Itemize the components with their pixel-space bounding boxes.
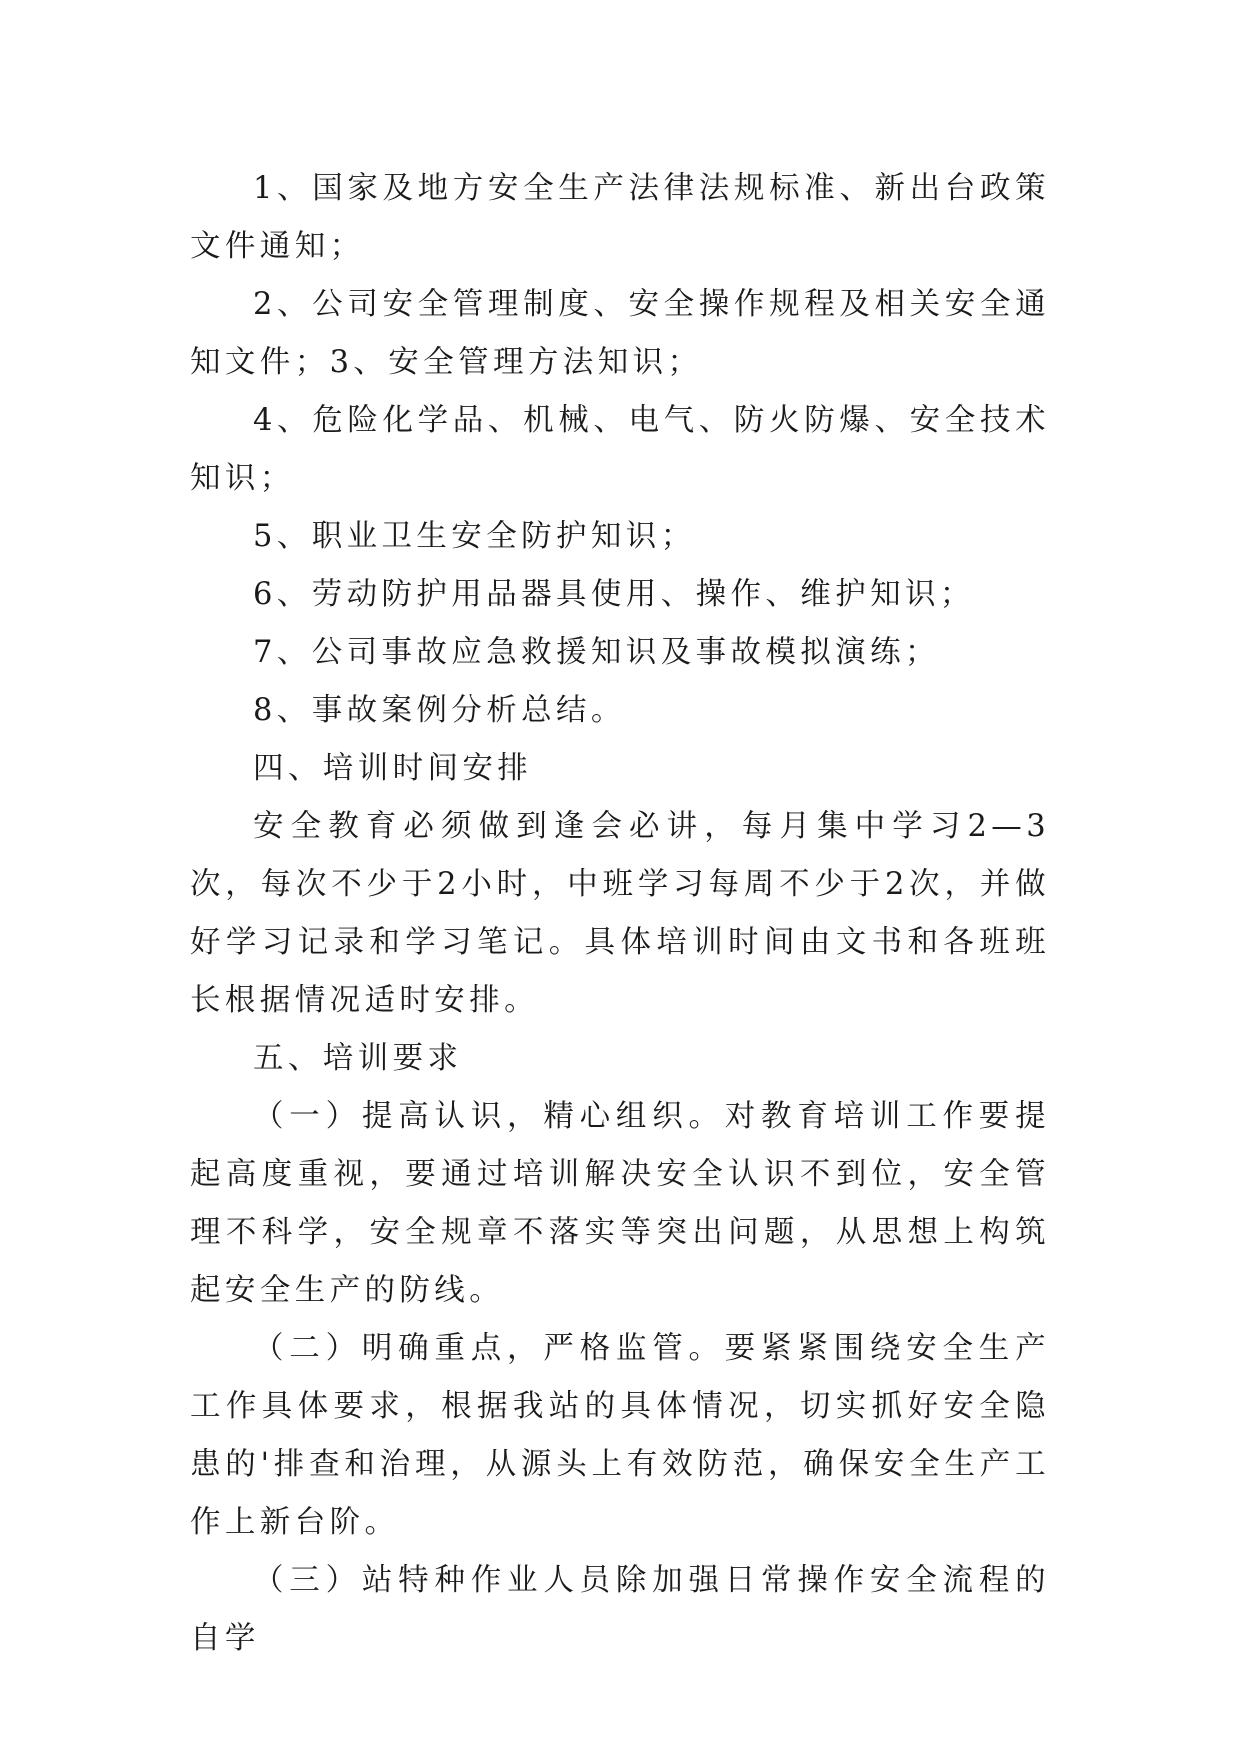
requirement-paragraph-2: （二）明确重点，严格监管。要紧紧围绕安全生产工作具体要求，根据我站的具体情况，切实抓好安全隐患的'排查和治理，从源头上有效防范，确保安全生产工作上新台阶。	[190, 1331, 1050, 1540]
list-item-2-3: 2、公司安全管理制度、安全操作规程及相关安全通知文件；3、安全管理方法知识；	[190, 287, 1050, 380]
list-item-7: 7、公司事故应急救援知识及事故模拟演练；	[253, 635, 940, 670]
list-item-6: 6、劳动防护用品器具使用、操作、维护知识；	[253, 577, 975, 612]
schedule-paragraph: 安全教育必须做到逢会必讲，每月集中学习2—3次，每次不少于2小时，中班学习每周不少于2次，并做好学习记录和学习笔记。具体培训时间由文书和各班班长根据情况适时安排。	[190, 809, 1050, 1018]
list-item-5: 5、职业卫生安全防护知识；	[253, 519, 696, 554]
list-item-4: 4、危险化学品、机械、电气、防火防爆、安全技术知识；	[190, 403, 1050, 496]
list-item-8: 8、事故案例分析总结。	[253, 693, 626, 728]
section-heading-5: 五、培训要求	[253, 1041, 463, 1076]
requirement-paragraph-1: （一）提高认识，精心组织。对教育培训工作要提起高度重视，要通过培训解决安全认识不到位，安全管理不科学，安全规章不落实等突出问题，从思想上构筑起安全生产的防线。	[190, 1099, 1050, 1308]
requirement-paragraph-3: （三）站特种作业人员除加强日常操作安全流程的自学	[190, 1563, 1050, 1656]
document-body	[190, 160, 1050, 1668]
section-heading-4: 四、培训时间安排	[253, 751, 533, 786]
list-item-1: 1、国家及地方安全生产法律法规标准、新出台政策文件通知；	[190, 171, 1050, 264]
